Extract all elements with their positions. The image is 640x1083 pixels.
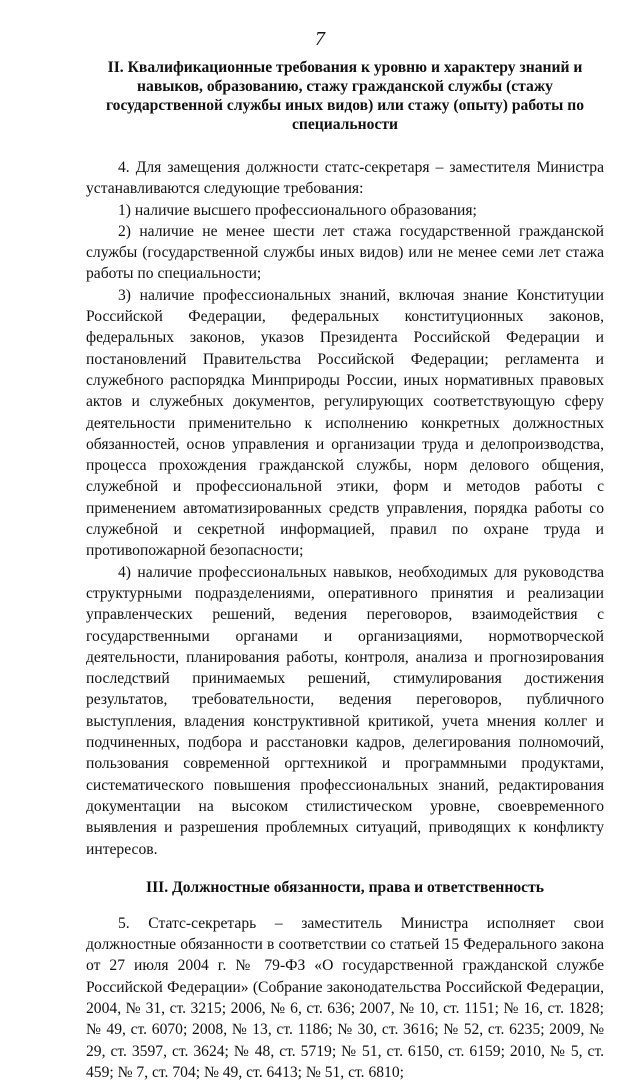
section-2-heading: II. Квалификационные требования к уровню и характеру знаний и навыков, образованию, стажу гражданской службы (стажу государственной службы иных видов) или стажу (опыту) работы по специальности <box>105 59 585 133</box>
requirement-1: 1) наличие высшего профессионального образования; <box>118 201 477 219</box>
paragraph-4-intro: 4. Для замещения должности статс-секретаря – заместителя Министра устанавливаются следующие требования: <box>86 159 604 198</box>
section-3-heading: III. Должностные обязанности, права и ответственность <box>146 878 544 896</box>
requirement-3: 3) наличие профессиональных знаний, включая знание Конституции Российской Федерации, федеральных конституционных законов, федеральных законов, указов Президента Российской Федерации и постановлений Правительства Российской Федерации; регламента и служебного распорядка Минприроды России, иных нормативных правовых актов и служебных документов, регулирующих соответствующую сферу деятельности применительно к исполнению конкретных должностных обязанностей, основ управления и организации труда и делопроизводства, процесса прохождения гражданской службы, норм делового общения, служебной и профессиональной этики, форм и методов работы с применением автоматизированных средств управления, порядка работы со служебной и секретной информацией, правил по охране труда и противопожарной безопасности; <box>86 286 604 560</box>
requirement-4: 4) наличие профессиональных навыков, необходимых для руководства структурными подразделениями, оперативного принятия и реализации управленческих решений, ведения переговоров, взаимодействия с государственными органами и организациями, нормотворческой деятельности, планирования работы, контроля, анализа и прогнозирования последствий принимаемых решений, стимулирования достижения результатов, требовательности, ведения переговоров, публичного выступления, владения конструктивной критикой, учета мнения коллег и подчиненных, подбора и расстановки кадров, делегирования полномочий, пользования современной оргтехникой и программными продуктами, систематического повышения профессиональных знаний, редактирования документации на высоком стилистическом уровне, своевременного выявления и разрешения проблемных ситуаций, приводящих к конфликту интересов. <box>86 563 604 858</box>
paragraph-5: 5. Статс-секретарь – заместитель Министра исполняет свои должностные обязанности в соответствии со статьей 15 Федерального закона от 27 июля 2004 г. № 79-ФЗ «О государственной гражданской службе Российской Федерации» (Собрание законодательства Российской Федерации, 2004, № 31, ст. 3215; 2006, № 6, ст. 636; 2007, № 10, ст. 1151; № 16, ст. 1828; № 49, ст. 6070; 2008, № 13, ст. 1186; № 30, ст. 3616; № 52, ст. 6235; 2009, № 29, ст. 3597, ст. 3624; № 48, ст. 5719; № 51, ст. 6150, ст. 6159; 2010, № 5, ст. 459; № 7, ст. 704; № 49, ст. 6413; № 51, ст. 6810; <box>86 914 604 1081</box>
document-body <box>86 58 604 1083</box>
requirement-2: 2) наличие не менее шести лет стажа государственной гражданской службы (государственной службы иных видов) или не менее семи лет стажа работы по специальности; <box>86 222 604 283</box>
page-number: 7 <box>315 28 325 50</box>
